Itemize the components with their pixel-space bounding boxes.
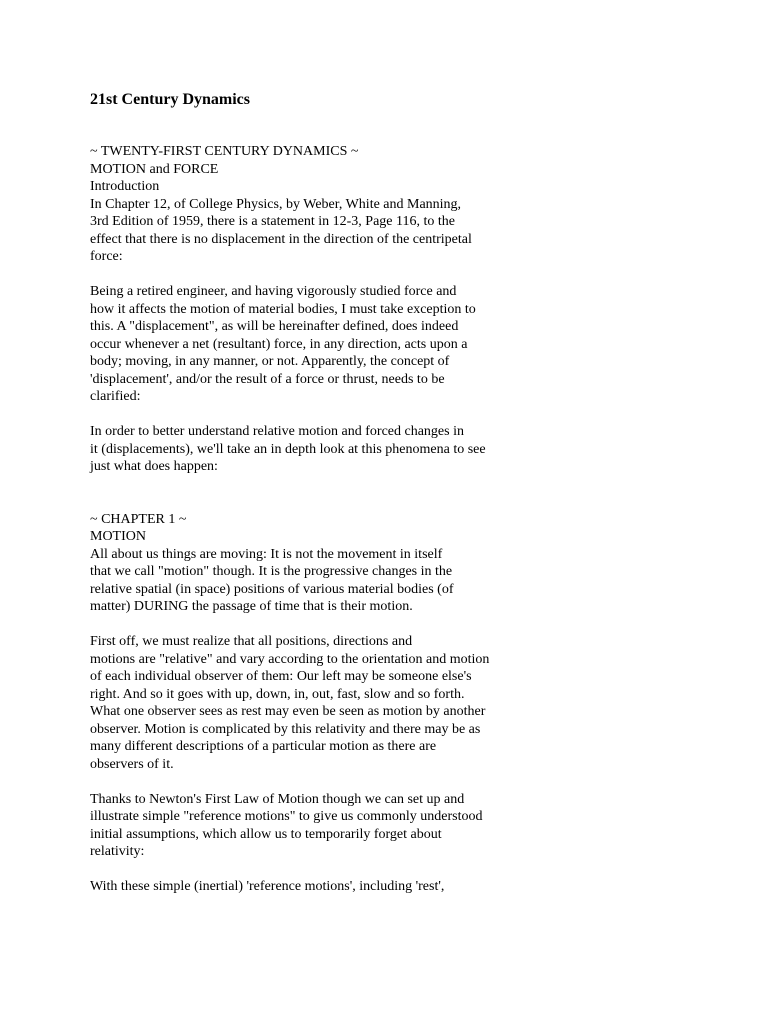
text-line: With these simple (inertial) 'reference motions', including 'rest', bbox=[90, 879, 445, 894]
section-gap bbox=[90, 476, 489, 511]
text-line: 3rd Edition of 1959, there is a statement in 12-3, Page 116, to the bbox=[90, 214, 455, 229]
text-line: force: bbox=[90, 249, 123, 264]
text-line: of each individual observer of them: Our left may be someone else's bbox=[90, 669, 472, 684]
subtitle: MOTION and FORCE bbox=[90, 161, 219, 177]
header-line: ~ TWENTY-FIRST CENTURY DYNAMICS ~ bbox=[90, 144, 359, 159]
chapter-paragraph-4 bbox=[90, 878, 489, 896]
text-line: All about us things are moving: It is not the movement in itself bbox=[90, 546, 443, 562]
text-line: occur whenever a net (resultant) force, in any direction, acts upon a bbox=[90, 336, 468, 352]
text-line: illustrate simple "reference motions" to give us commonly understood bbox=[90, 809, 483, 824]
text-line: initial assumptions, which allow us to temporarily forget about bbox=[90, 826, 442, 842]
paragraph-gap bbox=[90, 616, 489, 634]
text-line: right. And so it goes with up, down, in, out, fast, slow and so forth. bbox=[90, 686, 465, 702]
paragraph-gap bbox=[90, 266, 489, 284]
document-title: 21st Century Dynamics bbox=[90, 91, 250, 108]
text-line: Being a retired engineer, and having vigorously studied force and bbox=[90, 284, 457, 299]
paragraph-gap bbox=[90, 406, 489, 424]
chapter-title: MOTION bbox=[90, 529, 146, 544]
text-line: clarified: bbox=[90, 389, 141, 404]
text-line: observer. Motion is complicated by this relativity and there may be as bbox=[90, 721, 481, 737]
text-line: In order to better understand relative motion and forced changes in bbox=[90, 424, 464, 439]
chapter-paragraph-1 bbox=[90, 546, 489, 616]
text-line: effect that there is no displacement in the direction of the centripetal bbox=[90, 231, 472, 247]
text-line: First off, we must realize that all positions, directions and bbox=[90, 634, 413, 649]
text-line: observers of it. bbox=[90, 756, 174, 772]
chapter-paragraph-2 bbox=[90, 633, 489, 773]
text-line: motions are "relative" and vary according to the orientation and motion bbox=[90, 651, 490, 667]
text-line: relative spatial (in space) positions of various material bodies (of bbox=[90, 581, 454, 597]
text-line: many different descriptions of a particular motion as there are bbox=[90, 739, 437, 754]
text-line: that we call "motion" though. It is the progressive changes in the bbox=[90, 564, 453, 579]
text-line: In Chapter 12, of College Physics, by Weber, White and Manning, bbox=[90, 196, 462, 212]
text-line: it (displacements), we'll take an in depth look at this phenomena to see bbox=[90, 441, 486, 457]
text-line: body; moving, in any manner, or not. Apparently, the concept of bbox=[90, 354, 450, 369]
document-body bbox=[90, 143, 489, 896]
paragraph-gap bbox=[90, 773, 489, 791]
intro-paragraph-2 bbox=[90, 283, 489, 406]
intro-heading: Introduction bbox=[90, 179, 160, 194]
text-line: What one observer sees as rest may even be seen as motion by another bbox=[90, 704, 486, 719]
intro-paragraph-3 bbox=[90, 423, 489, 476]
text-line: Thanks to Newton's First Law of Motion though we can set up and bbox=[90, 791, 465, 807]
text-line: matter) DURING the passage of time that is their motion. bbox=[90, 599, 413, 614]
text-line: relativity: bbox=[90, 844, 145, 859]
text-line: how it affects the motion of material bodies, I must take exception to bbox=[90, 301, 476, 317]
text-line: this. A "displacement", as will be hereinafter defined, does indeed bbox=[90, 319, 459, 334]
text-line: just what does happen: bbox=[90, 459, 218, 474]
text-line: 'displacement', and/or the result of a force or thrust, needs to be bbox=[90, 371, 445, 387]
intro-paragraph-1 bbox=[90, 196, 489, 266]
chapter-line: ~ CHAPTER 1 ~ bbox=[90, 511, 187, 527]
chapter-paragraph-3 bbox=[90, 791, 489, 861]
paragraph-gap bbox=[90, 861, 489, 879]
